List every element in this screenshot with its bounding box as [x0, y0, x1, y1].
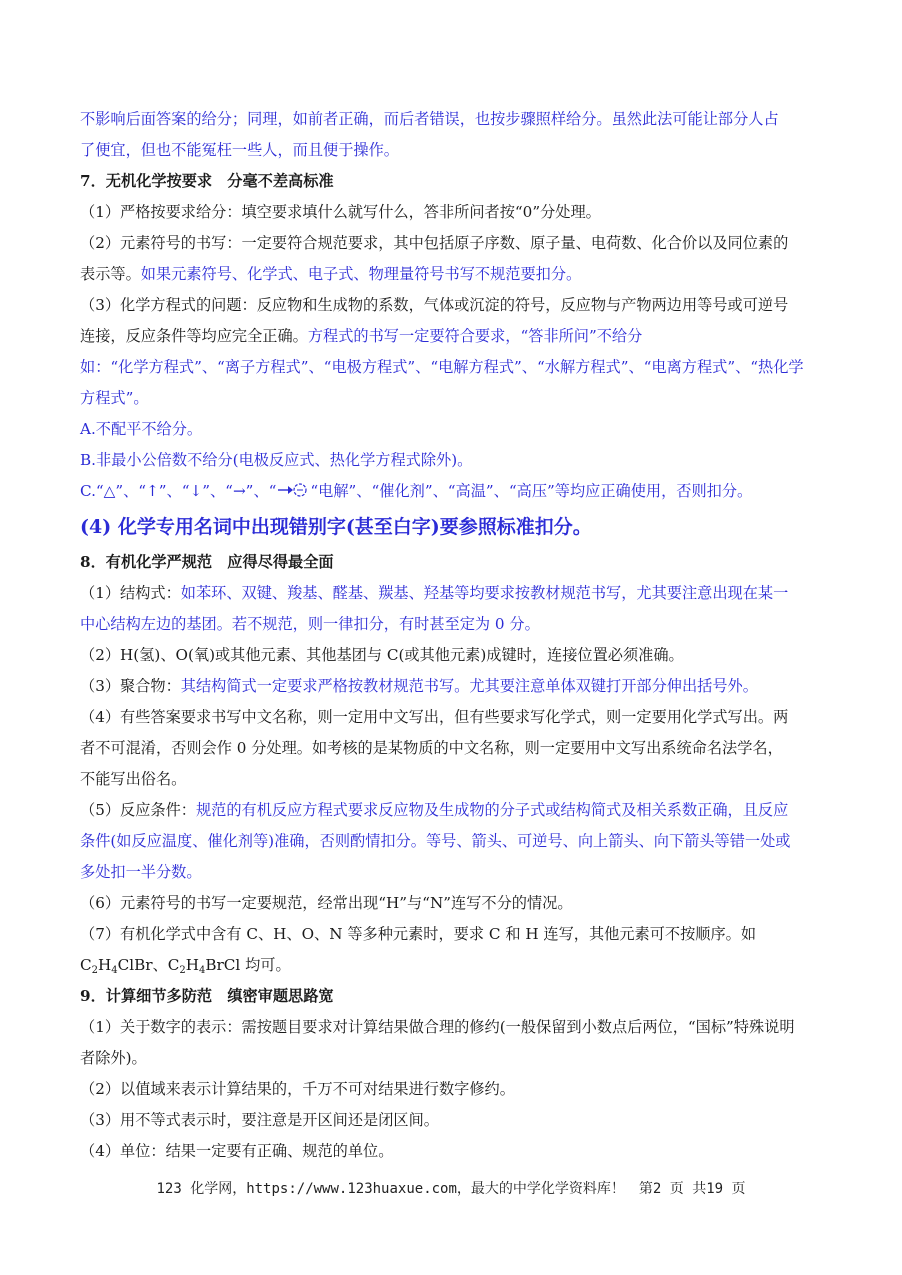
text-line — [80, 919, 825, 950]
subscript: 2 — [91, 965, 98, 976]
text-line — [80, 640, 825, 671]
text-run: 不能写出俗名。 — [80, 770, 187, 788]
text-run: （4）单位：结果一定要有正确、规范的单位。 — [80, 1142, 394, 1160]
text-line — [80, 383, 825, 414]
text-run: 8．有机化学严规范 应得尽得最全面 — [80, 553, 334, 571]
text-line — [80, 671, 825, 702]
text-run: 了便宜，但也不能冤枉一些人，而且便于操作。 — [80, 141, 399, 159]
text-line — [80, 981, 825, 1012]
text-line — [80, 228, 825, 259]
text-line — [80, 547, 825, 578]
text-run: 9．计算细节多防范 缜密审题思路宽 — [80, 987, 334, 1005]
text-run: （3）用不等式表示时，要注意是开区间还是闭区间。 — [80, 1111, 439, 1129]
text-run: (4) 化学专用名词中出现错别字(甚至白字)要参照标准扣分。 — [80, 516, 592, 538]
text-run: （2）H(氢)、O(氧)或其他元素、其他基团与 C(或其他元素)成键时，连接位置必须准确。 — [80, 646, 684, 664]
text-run: （3）聚合物： — [80, 677, 181, 695]
text-line — [80, 795, 825, 826]
text-run: 多处扣一半分数。 — [80, 863, 202, 881]
text-line — [80, 609, 825, 640]
text-run: 如：“化学方程式”、“离子方程式”、“电极方程式”、“电解方程式”、“水解方程式”、“电离方程式”、“热化学 — [80, 358, 804, 376]
text-run: 表示等。 — [80, 265, 141, 283]
text-run: 连接，反应条件等均应完全正确。 — [80, 327, 308, 345]
text-run: 者除外)。 — [80, 1049, 147, 1067]
text-run: BrCl 均可。 — [205, 956, 291, 974]
text-line — [80, 950, 825, 981]
text-run: 如果元素符号、化学式、电子式、物理量符号书写不规范要扣分。 — [140, 265, 582, 283]
text-run: H — [98, 956, 112, 974]
text-run: （4）有些答案要求书写中文名称，则一定用中文写出，但有些要求写化学式，则一定要用化学式写出。两 — [80, 708, 789, 726]
text-line — [80, 1105, 825, 1136]
text-run: 其结构简式一定要求严格按教材规范书写。尤其要注意单体双键打开部分伸出括号外。 — [180, 677, 758, 695]
text-run: ClBr、C — [117, 956, 180, 974]
text-line — [80, 104, 825, 135]
text-line — [80, 259, 825, 290]
text-line — [80, 321, 825, 352]
text-run: B.非最小公倍数不给分(电极反应式、热化学方程式除外)。 — [80, 451, 473, 469]
text-line — [80, 1074, 825, 1105]
text-run: C.“△”、“↑”、“↓”、“→”、“ — [80, 482, 277, 500]
text-run: 中心结构左边的基团。若不规范，则一律扣分，有时甚至定为 0 分。 — [80, 615, 540, 633]
subscript: 2 — [179, 965, 186, 976]
text-line — [80, 352, 825, 383]
text-run: （1）关于数字的表示：需按题目要求对计算结果做合理的修约(一般保留到小数点后两位，“国标”特殊说明 — [80, 1018, 795, 1036]
subscript: 4 — [111, 965, 118, 976]
text-line — [80, 166, 825, 197]
text-run: （3）化学方程式的问题：反应物和生成物的系数，气体或沉淀的符号，反应物与产物两边用等号或可逆号 — [80, 296, 789, 314]
subscript: 4 — [198, 965, 206, 976]
page-footer: 123 化学网，https://www.123huaxue.com，最大的中学化学资料库！ 第2 页 共19 页 — [156, 1181, 746, 1197]
text-line — [80, 1012, 825, 1043]
text-line — [80, 888, 825, 919]
text-line — [80, 578, 825, 609]
text-line — [80, 507, 825, 547]
text-run: （2）以值域来表示计算结果的，千万不可对结果进行数字修约。 — [80, 1080, 515, 1098]
text-run: A.不配平不给分。 — [80, 420, 203, 438]
text-line — [80, 445, 825, 476]
text-run: 不影响后面答案的给分；同理，如前者正确，而后者错误，也按步骤照样给分。虽然此法可能让部分人占 — [80, 110, 779, 128]
text-line — [80, 857, 825, 888]
text-run: 规范的有机反应方程式要求反应物及生成物的分子式或结构简式及相关系数正确，且反应 — [195, 801, 789, 819]
text-run: （1）结构式： — [80, 584, 181, 602]
text-run: （6）元素符号的书写一定要规范，经常出现“H”与“N”连写不分的情况。 — [80, 894, 573, 912]
text-line — [80, 290, 825, 321]
text-run: 方程式的书写一定要符合要求，“答非所问”不给分 — [307, 327, 643, 345]
text-run: H — [185, 956, 199, 974]
text-run: 者不可混淆，否则会作 0 分处理。如考核的是某物质的中文名称，则一定要用中文写出系统命名法学名， — [80, 739, 783, 757]
text-run: 方程式”。 — [80, 389, 149, 407]
document-body — [80, 104, 825, 1167]
text-line — [80, 197, 825, 228]
text-run: （5）反应条件： — [80, 801, 196, 819]
text-run: 条件(如反应温度、催化剂等)准确，否则酌情扣分。等号、箭头、可逆号、向上箭头、向下箭头等错一处或 — [80, 832, 791, 850]
text-line — [80, 702, 825, 733]
arrow-lamp-icon — [276, 479, 310, 497]
text-run: （1）严格按要求给分：填空要求填什么就写什么，答非所问者按“0”分处理。 — [80, 203, 601, 221]
text-run: 7．无机化学按要求 分毫不差高标准 — [80, 172, 334, 190]
text-line — [80, 1043, 825, 1074]
text-run: “电解”、“催化剂”、“高温”、“高压”等均应正确使用，否则扣分。 — [310, 482, 753, 500]
text-line — [80, 414, 825, 445]
text-line — [80, 1136, 825, 1167]
text-run: （7）有机化学式中含有 C、H、O、N 等多种元素时，要求 C 和 H 连写，其他元素可不按顺序。如 — [80, 925, 757, 943]
text-run: C — [80, 956, 92, 974]
text-line — [80, 476, 825, 507]
text-line — [80, 733, 825, 764]
text-run: （2）元素符号的书写：一定要符合规范要求，其中包括原子序数、原子量、电荷数、化合价以及同位素的 — [80, 234, 789, 252]
text-run: 如苯环、双键、羧基、醛基、羰基、羟基等均要求按教材规范书写，尤其要注意出现在某一 — [180, 584, 789, 602]
text-line — [80, 764, 825, 795]
text-line — [80, 826, 825, 857]
text-line — [80, 135, 825, 166]
